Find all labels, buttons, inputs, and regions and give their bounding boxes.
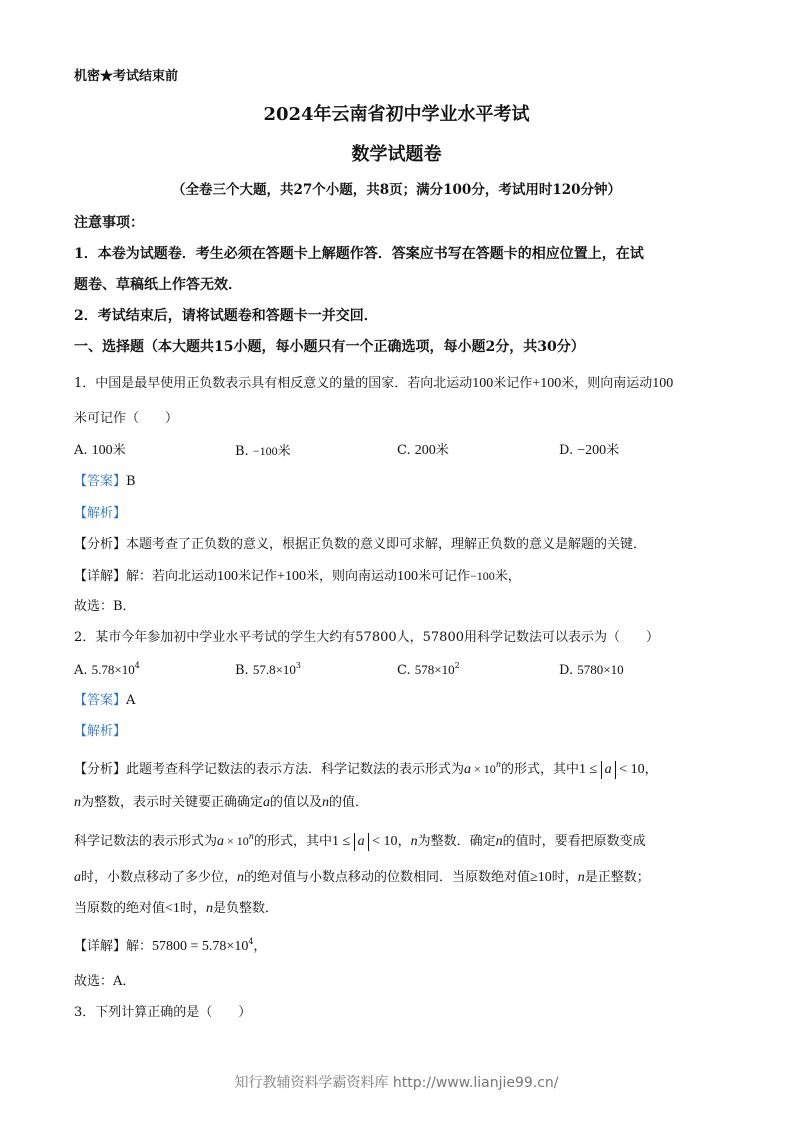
q2-option-b (235, 661, 301, 680)
math-var: a (217, 834, 225, 849)
detail-text: 米，则向南运动 (305, 569, 397, 584)
q2-analysis-tag: 【解析】 (74, 724, 127, 739)
punct: ， (253, 939, 267, 954)
q2-fenxi-line1 (74, 760, 658, 779)
q2-detail (74, 938, 266, 956)
para-text: 当原数的绝对值 (74, 901, 166, 916)
math-op: × 10 (471, 762, 496, 776)
option-unit: 米 (606, 443, 620, 458)
option-value: −100 (252, 444, 278, 458)
exam-info: （全卷三个大题，共27个小题，共8页；满分100分，考试用时120分钟） (171, 182, 622, 198)
option-letter: C. (397, 443, 411, 458)
q1-stem-line2: 米可记作（ ） (74, 411, 179, 426)
q1-text: 米记作 (493, 376, 533, 391)
option-unit: 米 (435, 443, 449, 458)
detail-text: 解：若向北运动 (126, 569, 218, 584)
q2-option-a (74, 661, 140, 680)
fenxi-tag: 【分析】 (74, 762, 127, 777)
confidential-label: 机密★考试结束前 (74, 69, 179, 84)
section-heading: 一、选择题（本大题共15小题，每小题只有一个正确选项，每小题2分，共30分） (74, 339, 585, 355)
answer-tag: 【答案】 (74, 474, 127, 489)
option-letter: B. (235, 444, 249, 459)
q2-option-c (397, 661, 460, 680)
math-var: n (74, 795, 81, 810)
para-text: 的绝对值与小数点移动的位数相同．当原数绝对值 (244, 870, 531, 885)
option-value: 57.8×10 (252, 662, 296, 677)
answer-tag: 【答案】 (74, 693, 127, 708)
para-text: 时，小数点移动了多少位， (81, 870, 238, 885)
detail-num: +100 (277, 569, 306, 584)
q2-fenxi-line2 (74, 794, 368, 812)
punct: ， (397, 834, 411, 849)
punct: ， (644, 762, 658, 777)
option-letter: C. (397, 663, 411, 678)
q1-fenxi (74, 536, 646, 554)
q1-stem-line1 (74, 375, 673, 393)
q1-text: 米，则向南运动 (561, 376, 653, 391)
fenxi-text: 本题考查了正负数的意义，根据正负数的意义即可求解，理解正负数的意义是解题的关键． (126, 537, 647, 552)
option-letter: D. (559, 443, 574, 458)
q1-detail (74, 567, 521, 586)
option-letter: A. (74, 663, 88, 678)
exam-title: 2024年云南省初中学业水平考试 (263, 104, 530, 125)
q1-text: 1．中国是最早使用正负数表示具有相反意义的量的国家．若向北运动 (74, 376, 473, 391)
math-exp: n (248, 832, 254, 841)
option-exponent: 2 (454, 661, 460, 670)
option-letter: A. (74, 443, 88, 458)
q1-option-a (74, 442, 126, 460)
math-eq: 57800 = 5.78×10 (152, 939, 249, 954)
option-value: 100 (91, 443, 113, 458)
notice-item-2: 2．考试结束后，请将试题卷和答题卡一并交回． (74, 308, 378, 324)
fenxi-text: 为整数，表示时关键要正确确定 (81, 795, 264, 810)
q1-option-b (235, 442, 291, 461)
detail-num: 100 (396, 569, 418, 584)
para-text: 的形式，其中 (253, 834, 332, 849)
math-var: n (205, 901, 213, 916)
math-exp: 4 (248, 937, 254, 946)
q1-num: 100 (652, 376, 674, 391)
detail-tag: 【详解】 (74, 939, 127, 954)
q2-answer (74, 692, 135, 710)
option-unit: 米 (277, 444, 291, 459)
paper-subtitle: 数学试题卷 (351, 144, 442, 165)
q2-para2-line2 (74, 869, 650, 887)
math-var: a (464, 762, 472, 777)
notice-item-1b: 题卷、草稿纸上作答无效． (74, 277, 242, 293)
fenxi-tag: 【分析】 (74, 537, 127, 552)
q2-stem: 2．某市今年参加初中学业水平考试的学生大约有57800人，57800用科学记数法可以表示为（ ） (74, 630, 659, 645)
fenxi-text: 的形式，其中 (500, 762, 579, 777)
q1-answer (74, 473, 136, 491)
q1-num: 100 (472, 376, 494, 391)
math-exp: n (495, 760, 501, 769)
math-op: 1 ≤ (331, 834, 354, 849)
option-exponent: 4 (134, 661, 140, 670)
para-text: 为整数．确定 (417, 834, 496, 849)
detail-num: −100 (469, 569, 495, 583)
option-value: 5.78×10 (91, 662, 135, 677)
option-value: 5780×10 (577, 662, 624, 677)
q1-option-c (397, 442, 449, 460)
math-op: < 10 (368, 834, 398, 849)
q2-choose: 故选：A． (74, 974, 136, 989)
fenxi-text: 的值． (329, 795, 369, 810)
math-var: n (410, 834, 418, 849)
math-op: ≥10 (530, 870, 552, 885)
q3-stem: 3．下列计算正确的是（ ） (74, 1005, 252, 1020)
para-text: 时， (179, 901, 206, 916)
para-text: 科学记数法的表示形式为 (74, 834, 218, 849)
detail-text: 解： (126, 939, 153, 954)
math-var: n (577, 870, 585, 885)
math-op: × 10 (224, 834, 249, 848)
option-value: 578×10 (414, 662, 455, 677)
q1-choose: 故选：B． (74, 599, 136, 614)
math-var: n (495, 834, 503, 849)
option-value: 200 (414, 443, 436, 458)
math-var: n (237, 870, 245, 885)
math-op: <1 (165, 901, 180, 916)
q2-para2-line3 (74, 900, 278, 918)
fenxi-text: 的值以及 (270, 795, 323, 810)
math-op: 1 ≤ (578, 762, 601, 777)
para-text: 时， (551, 870, 578, 885)
q1-num: +100 (532, 376, 562, 391)
q2-option-d (559, 661, 624, 680)
footer-watermark: 知行教辅资料学霸资料库 http://www.lianjie99.cn/ (234, 1075, 559, 1091)
fenxi-text: 此题考查科学记数法的表示方法．科学记数法的表示形式为 (126, 762, 465, 777)
para-text: 是负整数． (212, 901, 278, 916)
detail-text: 米可记作 (417, 569, 470, 584)
option-letter: D. (559, 663, 574, 678)
answer-value: A (126, 693, 136, 708)
detail-text: 米， (494, 569, 521, 584)
option-letter: B. (235, 663, 249, 678)
option-exponent: 3 (295, 661, 302, 670)
math-op: < 10 (615, 762, 645, 777)
option-unit: 米 (112, 443, 126, 458)
q2-para2-line1 (74, 832, 646, 851)
q1-analysis-tag: 【解析】 (74, 506, 127, 521)
para-text: 是正整数； (584, 870, 650, 885)
math-abs: a (601, 761, 616, 779)
option-value: −200 (577, 443, 607, 458)
math-abs: a (354, 833, 369, 851)
math-var: n (322, 795, 330, 810)
notice-heading: 注意事项： (74, 215, 144, 231)
notice-item-1a: 1．本卷为试题卷．考生必须在答题卡上解题作答．答案应书写在答题卡的相应位置上，在试 (74, 246, 644, 262)
detail-tag: 【详解】 (74, 569, 127, 584)
detail-num: 100 (217, 569, 239, 584)
math-var: a (263, 795, 271, 810)
para-text: 的值时，要看把原数变成 (502, 834, 646, 849)
math-var: a (74, 870, 81, 885)
detail-text: 米记作 (238, 569, 278, 584)
answer-value: B (126, 474, 136, 489)
q1-option-d (559, 442, 619, 460)
